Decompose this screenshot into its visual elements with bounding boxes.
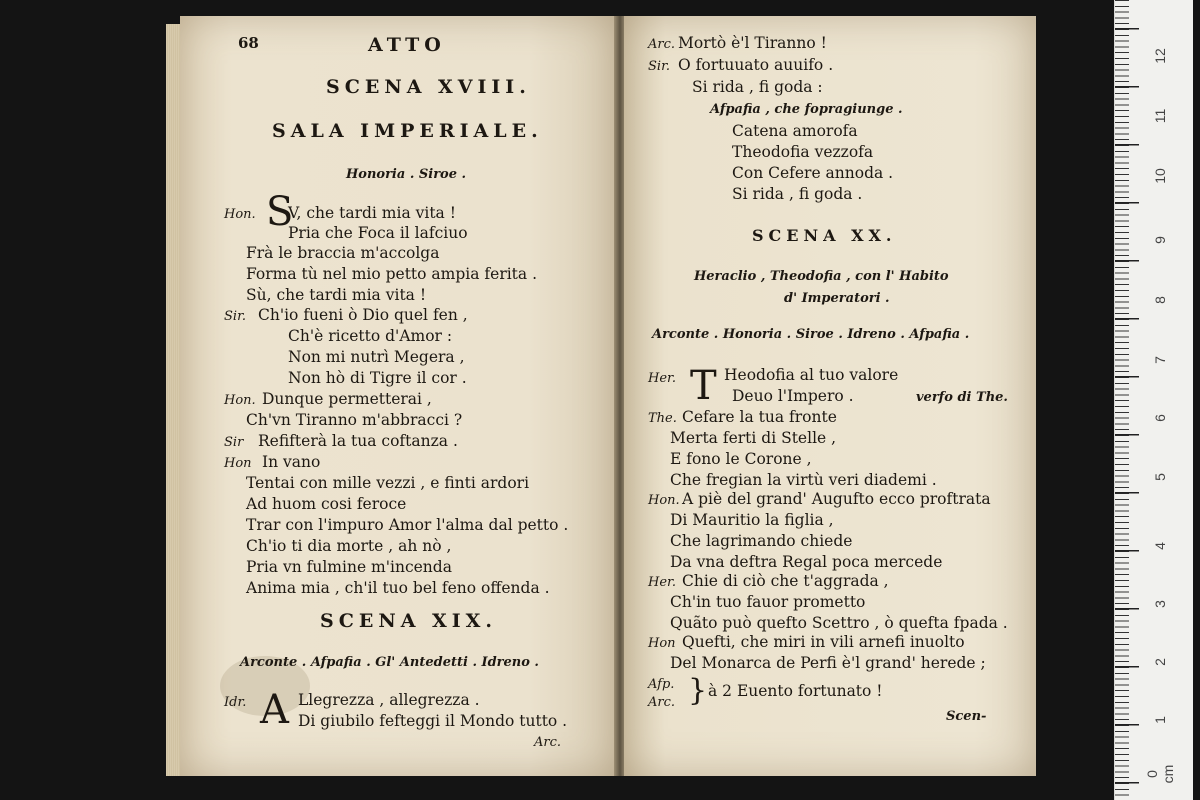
verse-line: V, che tardi mia vita ! — [288, 204, 456, 222]
verse-line: Del Monarca de Perfi è'l grand' herede ; — [670, 654, 986, 672]
left-page — [180, 16, 616, 776]
ruler-mark: 9 — [1152, 236, 1168, 244]
ruler-mark: 2 — [1152, 658, 1168, 666]
page-number: 68 — [238, 34, 259, 52]
scene-18-characters: Honoria . Siroe . — [346, 167, 467, 182]
ruler-mark: 4 — [1152, 542, 1168, 550]
speaker: Afp. — [648, 677, 675, 692]
ruler-mark: 3 — [1152, 600, 1168, 608]
scene-20-cast: Arconte . Honoria . Siroe . Idreno . Afpafia . — [652, 327, 970, 342]
verse-line: Che fregian la virtù veri diademi . — [670, 471, 937, 489]
ruler-mark: 1 — [1152, 716, 1168, 724]
brace: } — [688, 673, 708, 708]
speaker: Hon. — [224, 393, 256, 408]
scene-19-title: SCENA XIX. — [320, 610, 498, 632]
speaker: Arc. — [648, 695, 676, 710]
verse-line: Merta ferti di Stelle , — [670, 429, 837, 447]
verse-line: Ad huom cosi feroce — [246, 495, 407, 513]
open-book — [162, 10, 1042, 782]
speaker: Hon — [224, 456, 252, 471]
verse-line: Non hò di Tigre il cor . — [288, 369, 467, 387]
catchword: Scen- — [946, 709, 987, 724]
verse-line: A piè del grand' Augufto ecco proftrata — [682, 490, 991, 508]
scene-19-characters: Arconte . Afpafia . Gl' Antedetti . Idreno . — [240, 655, 539, 670]
duet-line: à 2 Euento fortunato ! — [708, 682, 883, 700]
speaker: Her. — [648, 575, 676, 590]
verse-line: Heodofia al tuo valore — [724, 366, 899, 384]
running-head: ATTO — [368, 34, 446, 56]
verse-line: Quãto può quefto Scettro , ò quefta fpada . — [670, 614, 1008, 632]
verse-line: Ch'io fueni ò Dio quel fen , — [258, 306, 468, 324]
verse-line: Llegrezza , allegrezza . — [298, 691, 480, 709]
chorus-line: Si rida , fi goda : — [692, 78, 823, 96]
measuring-ruler — [1114, 0, 1193, 800]
stage-direction: Afpafia , che fopragiunge . — [710, 102, 903, 117]
ruler-mark: 11 — [1152, 108, 1168, 124]
scene-20-characters: Heraclio , Theodofia , con l' Habito — [694, 269, 949, 284]
speaker: Hon — [648, 636, 676, 651]
verse-line: Trar con l'impuro Amor l'alma dal petto . — [246, 516, 569, 534]
verse-line: E fono le Corone , — [670, 450, 812, 468]
ruler-mark: 10 — [1152, 168, 1168, 184]
verse-line: Theodofia vezzofa — [732, 143, 874, 161]
ruler-mark: 12 — [1152, 48, 1168, 64]
verse-line: Che lagrimando chiede — [670, 532, 853, 550]
drop-cap-a: A — [260, 687, 289, 733]
aside-direction: verfo di The. — [916, 390, 1008, 405]
verse-line: Ch'io ti dia morte , ah nò , — [246, 537, 452, 555]
verse-line: Ch'vn Tiranno m'abbracci ? — [246, 411, 463, 429]
verse-line: Di giubilo fefteggi il Mondo tutto . — [298, 712, 568, 730]
verse-line: Frà le braccia m'accolga — [246, 244, 440, 262]
verse-line: Sù, che tardi mia vita ! — [246, 286, 427, 304]
speaker: Sir. — [224, 309, 246, 324]
verse-line: Deuo l'Impero . — [732, 387, 854, 405]
verse-line: Di Mauritio la figlia , — [670, 511, 834, 529]
speaker: Hon. — [224, 207, 256, 222]
verse-line: Forma tù nel mio petto ampia ferita . — [246, 265, 538, 283]
verse-line: Si rida , fi goda . — [732, 185, 863, 203]
verse-line: Ch'in tuo fauor prometto — [670, 593, 866, 611]
scene-20-title: SCENA XX. — [752, 226, 897, 245]
verse-line: Catena amorofa — [732, 122, 858, 140]
verse-line: Non mi nutrì Megera , — [288, 348, 465, 366]
speaker: Idr. — [224, 695, 247, 710]
verse-line: Ch'è ricetto d'Amor : — [288, 327, 453, 345]
speaker: Sir — [224, 435, 244, 450]
speaker: Sir. — [648, 59, 670, 74]
ruler-mark: 5 — [1152, 473, 1168, 481]
ruler-mark: 7 — [1152, 356, 1168, 364]
drop-cap-t: T — [690, 363, 717, 409]
verse-line: Quefti, che miri in vili arnefi inuolto — [682, 633, 965, 651]
catchword: Arc. — [534, 735, 562, 750]
scene-setting: SALA IMPERIALE. — [272, 120, 543, 142]
ruler-major-ticks — [1115, 0, 1139, 800]
verse-line: Tentai con mille vezzi , e finti ardori — [246, 474, 530, 492]
speaker: The. — [648, 411, 677, 426]
speaker: Hon. — [648, 493, 680, 508]
verse-line: Pria vn fulmine m'incenda — [246, 558, 452, 576]
verse-line: Refifterà la tua coftanza . — [258, 432, 458, 450]
speaker: Arc. — [648, 37, 676, 52]
scene-18-title: SCENA XVIII. — [326, 76, 531, 98]
verse-line: Anima mia , ch'il tuo bel feno offenda . — [246, 579, 550, 597]
verse-line: Dunque permetterai , — [262, 390, 432, 408]
verse-line: Da vna deftra Regal poca mercede — [670, 553, 943, 571]
drop-cap-s: S — [266, 189, 294, 235]
verse-line: Con Cefere annoda . — [732, 164, 894, 182]
verse-line: Pria che Foca il lafciuo — [288, 224, 468, 242]
ruler-mark: 8 — [1152, 296, 1168, 304]
scene-20-characters-cont: d' Imperatori . — [784, 291, 890, 306]
right-page — [624, 16, 1036, 776]
verse-line: Cefare la tua fronte — [682, 408, 837, 426]
ruler-mark: 6 — [1152, 414, 1168, 422]
speaker: Her. — [648, 371, 676, 386]
ruler-mark: 0 cm — [1144, 764, 1176, 784]
verse-line: In vano — [262, 453, 321, 471]
verse-line: Mortò è'l Tiranno ! — [678, 34, 827, 52]
verse-line: O fortuuato auuifo . — [678, 56, 834, 74]
verse-line: Chie di ciò che t'aggrada , — [682, 572, 889, 590]
